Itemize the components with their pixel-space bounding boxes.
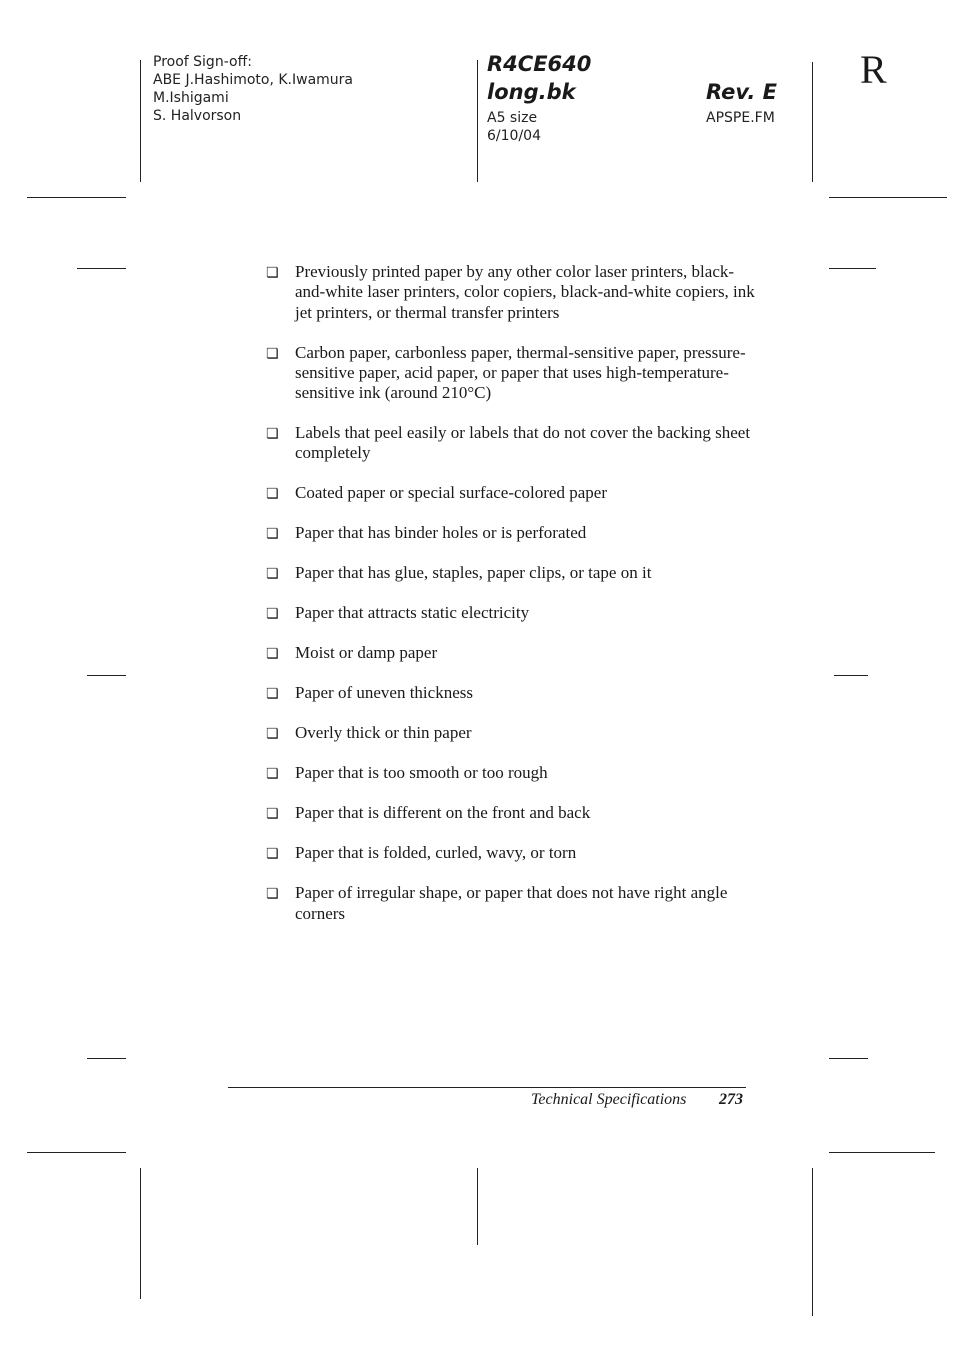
list-item [266,343,756,404]
doc-date: 6/10/04 [487,128,541,144]
list-item [266,843,756,863]
crop-mark [829,268,876,269]
list-item-text: Labels that peel easily or labels that do not cover the backing sheet completely [295,423,751,463]
check-box-icon: ❏ [266,345,279,362]
section-tab-letter: R [860,47,887,92]
check-box-icon: ❏ [266,686,279,703]
list-item-text: Previously printed paper by any other color laser printers, black-and-white laser printers, color copiers, black-and-white copiers, ink jet printers, or thermal transfer printers [295,262,755,322]
list-item-text: Paper that is folded, curled, wavy, or torn [295,843,577,863]
list-item [266,563,756,583]
list-item-text: Overly thick or thin paper [295,723,472,743]
crop-mark [829,1152,935,1153]
crop-mark [77,268,126,269]
list-item [266,262,756,323]
revision-label: Rev. E [706,80,777,104]
proof-line: M.Ishigami [153,90,229,106]
list-item-text: Paper that is too smooth or too rough [295,763,548,783]
crop-mark [812,1168,813,1316]
list-item [266,803,756,823]
list-item-text: Paper of uneven thickness [295,683,473,703]
check-box-icon: ❏ [266,846,279,863]
check-box-icon: ❏ [266,426,279,443]
list-item [266,683,756,703]
product-code: R4CE640 [487,52,592,76]
footer-section-title: Technical Specifications [531,1091,687,1108]
check-box-icon: ❏ [266,806,279,823]
page-size: A5 size [487,110,538,126]
crop-mark [27,1152,126,1153]
check-box-icon: ❏ [266,726,279,743]
list-item-text: Coated paper or special surface-colored paper [295,483,607,503]
proof-signoff [153,53,353,125]
check-box-icon: ❏ [266,646,279,663]
proof-line: S. Halvorson [153,108,242,124]
unsuitable-paper-list [266,262,756,944]
list-item [266,603,756,623]
list-item [266,523,756,543]
list-item-text: Paper of irregular shape, or paper that does not have right angle corners [295,883,728,923]
crop-mark [140,1168,141,1299]
list-item-text: Paper that is different on the front and back [295,803,591,823]
list-item [266,483,756,503]
document-code [487,50,591,106]
check-box-icon: ❏ [266,265,279,281]
crop-mark [477,1168,478,1245]
crop-mark [87,675,126,676]
proof-line: ABE J.Hashimoto, K.Iwamura [153,72,354,88]
check-box-icon: ❏ [266,766,279,783]
list-item-text: Carbon paper, carbonless paper, thermal-sensitive paper, pressure-sensitive paper, acid paper, or paper that uses high-temperature-sensitive ink (around 210°C) [295,342,746,403]
check-box-icon: ❏ [266,526,279,543]
list-item [266,883,756,924]
check-box-icon: ❏ [266,886,279,903]
page-number: 273 [719,1091,743,1108]
list-item-text: Paper that attracts static electricity [295,603,530,623]
check-box-icon: ❏ [266,606,279,623]
list-item [266,763,756,783]
check-box-icon: ❏ [266,486,279,503]
doc-meta-left [487,109,541,145]
list-item [266,723,756,743]
list-item-text: Paper that has glue, staples, paper clips, or tape on it [295,563,652,583]
list-item [266,643,756,663]
crop-mark [140,60,141,182]
crop-mark [87,1058,126,1059]
footer-rule [228,1087,746,1088]
check-box-icon: ❏ [266,566,279,583]
file-name: APSPE.FM [706,110,775,126]
crop-mark [27,197,126,198]
crop-mark [477,60,478,182]
crop-mark [829,1058,868,1059]
list-item [266,423,756,464]
book-name: long.bk [487,80,576,104]
proof-line: Proof Sign-off: [153,54,252,70]
crop-mark [834,675,868,676]
crop-mark [812,62,813,182]
crop-mark [829,197,947,198]
list-item-text: Paper that has binder holes or is perforated [295,523,587,543]
list-item-text: Moist or damp paper [295,643,438,663]
